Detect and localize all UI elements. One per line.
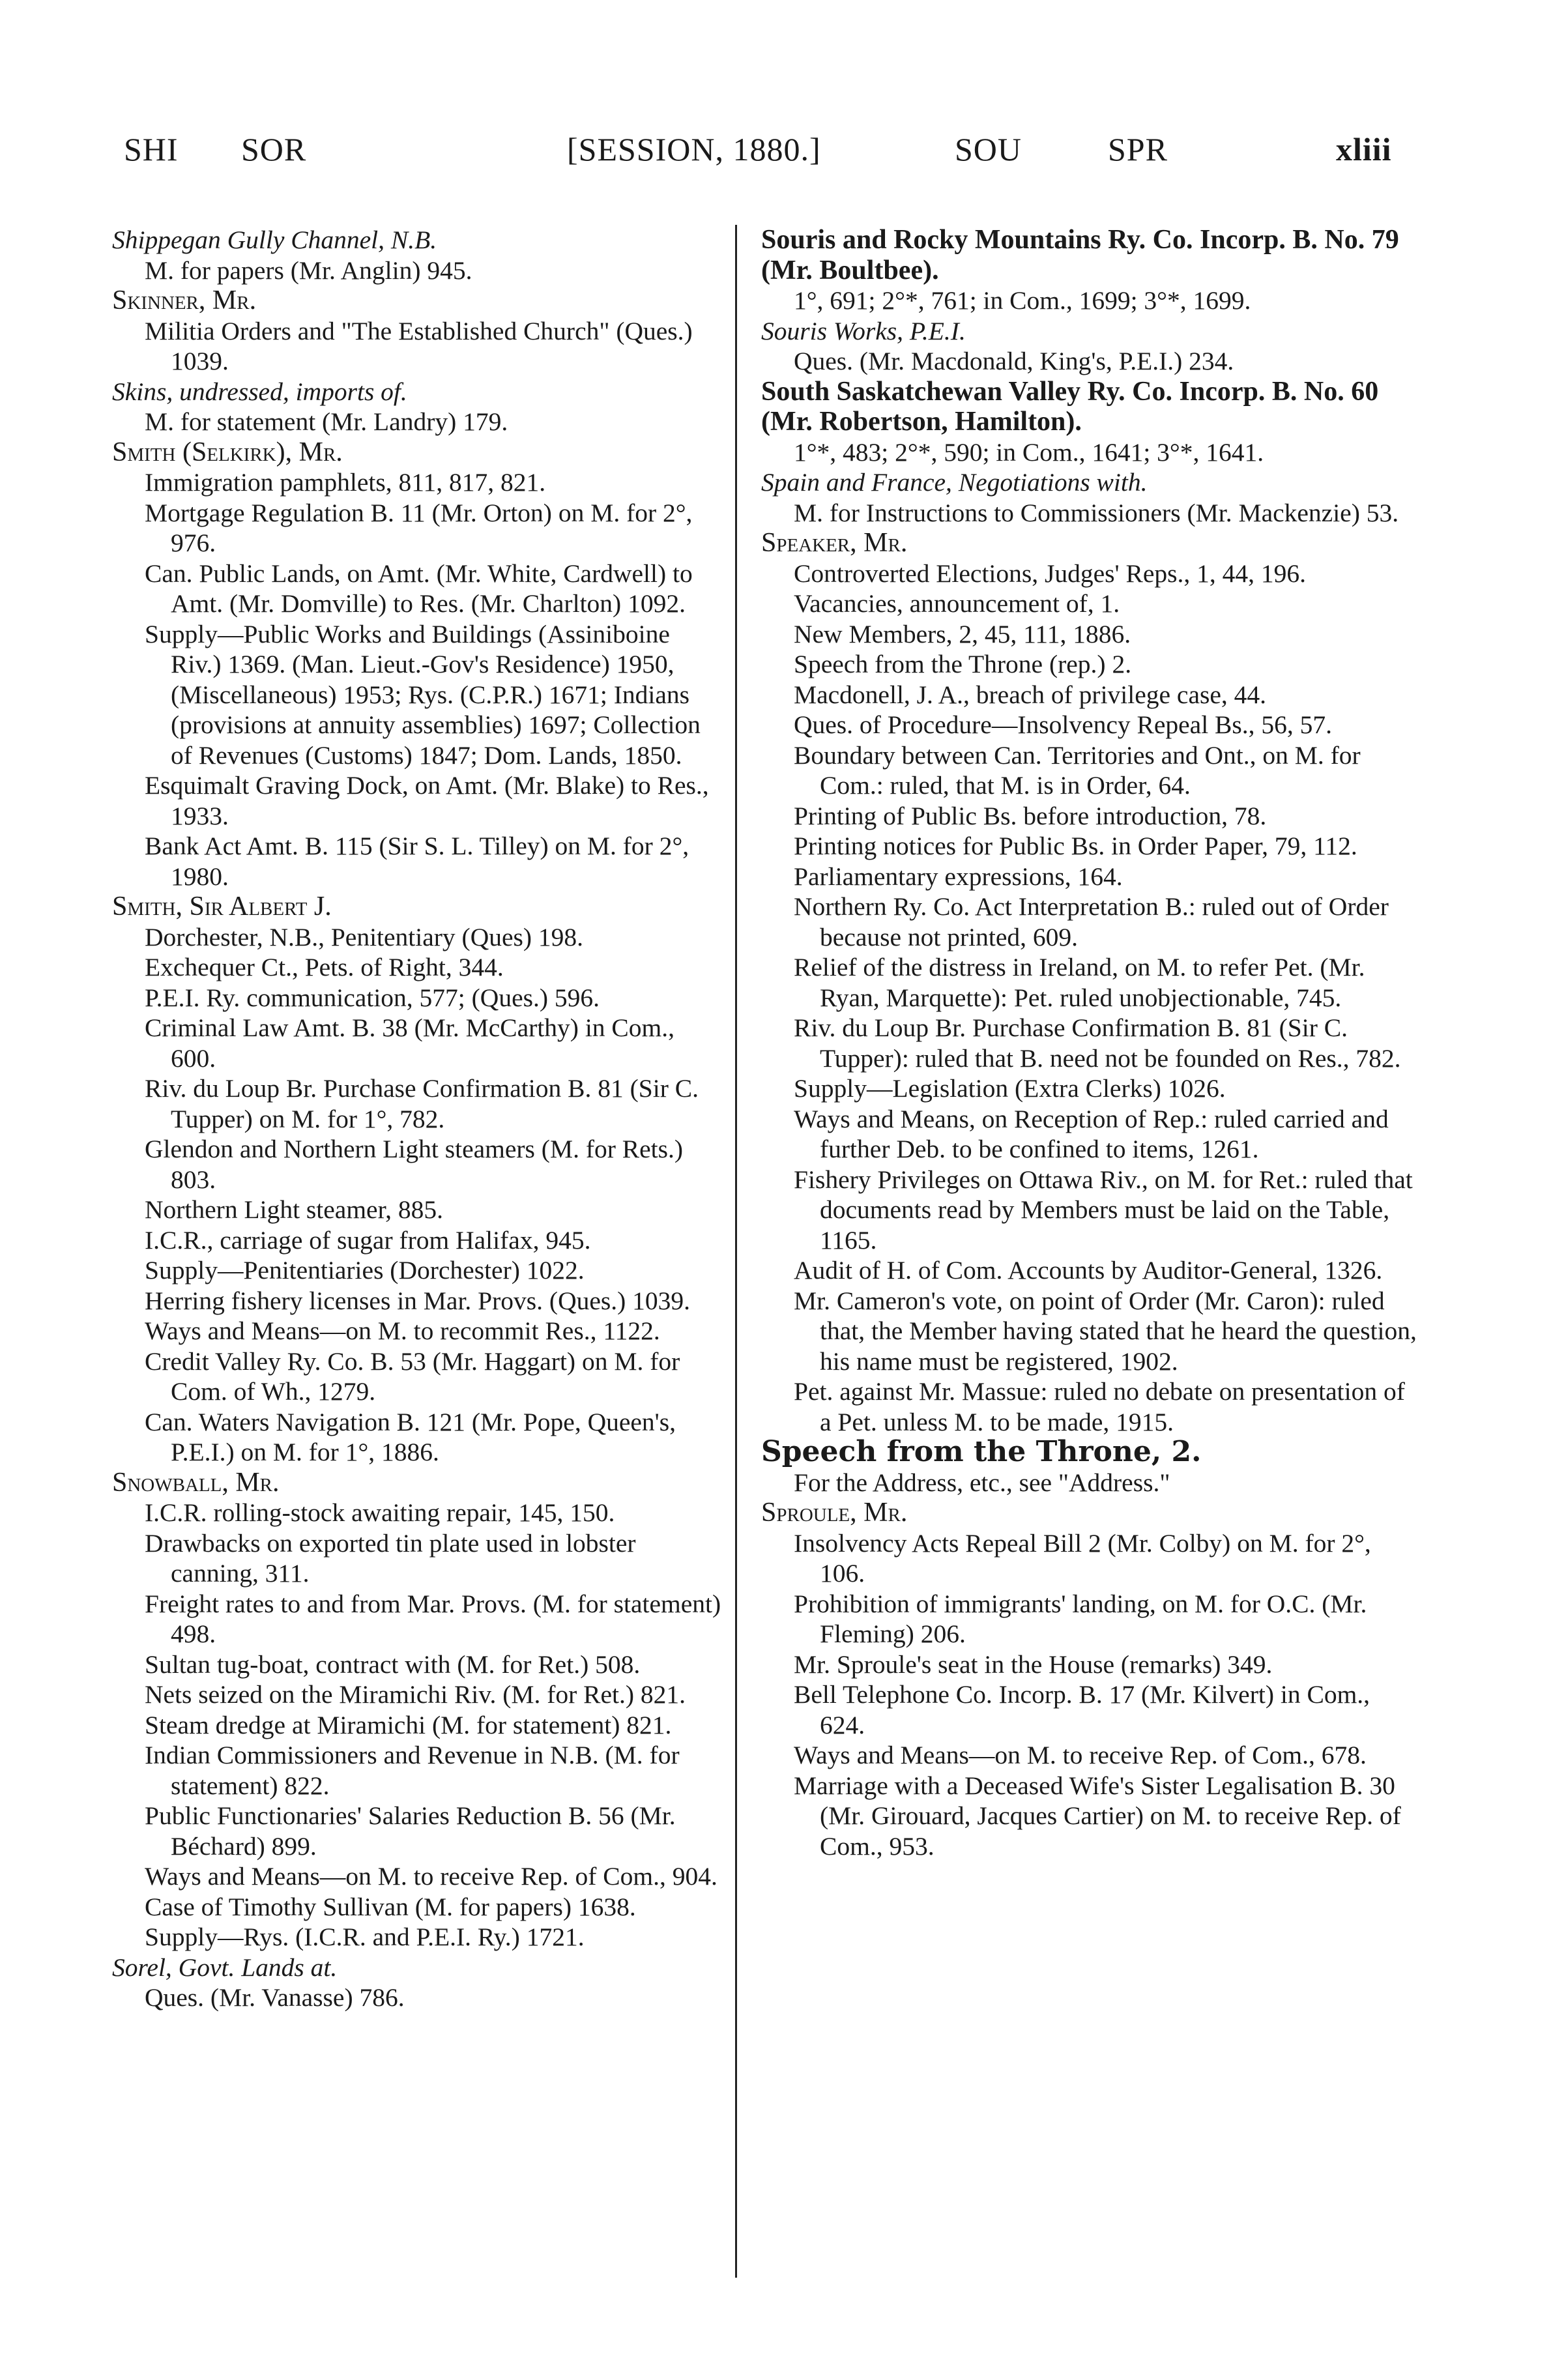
index-subentry: Can. Waters Navigation B. 121 (Mr. Pope, Queen's, P.E.I.) on M. for 1°, 1886. [145,1407,676,1466]
index-subentry: Esquimalt Graving Dock, on Amt. (Mr. Blake) to Res., 1933. [145,771,709,830]
index-subentry: Supply—Legislation (Extra Clerks) 1026. [794,1074,1226,1103]
index-subentry: Steam dredge at Miramichi (M. for statement) 821. [145,1710,672,1739]
index-subentry: Bell Telephone Co. Incorp. B. 17 (Mr. Kilvert) in Com., 624. [794,1680,1370,1739]
head-left-first: SHI [124,131,179,167]
index-subentry: Ques. (Mr. Vanasse) 786. [145,1983,405,2012]
index-heading: Smith (Selkirk), Mr. [112,437,343,467]
index-subentry: Bank Act Amt. B. 115 (Sir S. L. Tilley) on M. for 2°, 1980. [145,832,689,891]
index-subentry: Boundary between Can. Territories and Ont., on M. for Com.: ruled, that M. is in Order, 64. [794,740,1361,800]
index-subentry: M. for papers (Mr. Anglin) 945. [145,255,472,285]
index-subentry: Criminal Law Amt. B. 38 (Mr. McCarthy) in Com., 600. [145,1013,674,1073]
index-heading: Snowball, Mr. [112,1467,280,1498]
index-subentry: Parliamentary expressions, 164. [794,862,1123,891]
index-subentry: Mr. Cameron's vote, on point of Order (Mr. Caron): ruled that, the Member having stated that he heard the question, his name must be registered, 1902. [794,1286,1417,1376]
index-subentry: I.C.R., carriage of sugar from Halifax, 945. [145,1225,591,1255]
head-session: [SESSION, 1880.] [567,131,821,167]
index-subentry: Riv. du Loup Br. Purchase Confirmation B. 81 (Sir C. Tupper) on M. for 1°, 782. [145,1074,699,1133]
index-subentry: Ques. of Procedure—Insolvency Repeal Bs., 56, 57. [794,710,1333,739]
index-subentry: Mortgage Regulation B. 11 (Mr. Orton) on M. for 2°, 976. [145,498,693,557]
index-subentry: Dorchester, N.B., Penitentiary (Ques) 198. [145,922,584,951]
index-subentry: M. for statement (Mr. Landry) 179. [145,407,508,436]
index-subentry: Immigration pamphlets, 811, 817, 821. [145,468,546,497]
index-subentry: Sultan tug-boat, contract with (M. for Ret.) 508. [145,1649,641,1679]
index-heading: Spain and France, Negotiations with. [761,468,1148,497]
index-subentry: Riv. du Loup Br. Purchase Confirmation B. 81 (Sir C. Tupper): ruled that B. need not be founded on Res., 782. [794,1013,1401,1073]
index-heading: Sproule, Mr. [761,1498,908,1528]
index-subentry: Nets seized on the Miramichi Riv. (M. for Ret.) 821. [145,1680,686,1709]
index-subentry: Macdonell, J. A., breach of privilege case, 44. [794,680,1267,709]
index-subentry: M. for Instructions to Commissioners (Mr. Mackenzie) 53. [794,498,1399,527]
index-subentry: Pet. against Mr. Massue: ruled no debate on presentation of a Pet. unless M. to be made, 1915. [794,1377,1405,1436]
index-subentry: New Members, 2, 45, 111, 1886. [794,619,1131,648]
index-subentry: Indian Commissioners and Revenue in N.B. (M. for statement) 822. [145,1741,680,1800]
index-subentry: Printing of Public Bs. before introduction, 78. [794,801,1267,830]
index-subentry: 1°, 691; 2°*, 761; in Com., 1699; 3°*, 1699. [794,286,1251,315]
index-subentry: Northern Light steamer, 885. [145,1195,444,1224]
index-subentry: Herring fishery licenses in Mar. Provs. (Ques.) 1039. [145,1286,691,1315]
page-number: xliii [1336,131,1392,167]
index-subentry: Vacancies, announcement of, 1. [794,589,1120,618]
running-head [124,130,1453,189]
column-divider [735,225,737,2278]
index-subentry: Can. Public Lands, on Amt. (Mr. White, Cardwell) to Amt. (Mr. Domville) to Res. (Mr. Charlton) 1092. [145,559,693,618]
index-subentry: Marriage with a Deceased Wife's Sister Legalisation B. 30 (Mr. Girouard, Jacques Cartier) on M. to receive Rep. of Com., 953. [794,1771,1401,1861]
index-subentry: Supply—Penitentiaries (Dorchester) 1022. [145,1256,585,1284]
index-subentry: I.C.R. rolling-stock awaiting repair, 145, 150. [145,1498,615,1527]
index-subentry: Prohibition of immigrants' landing, on M. for O.C. (Mr. Fleming) 206. [794,1589,1367,1648]
index-heading: Souris and Rocky Mountains Ry. Co. Incorp. B. No. 79 (Mr. Boultbee). [761,225,1399,285]
index-subentry: Supply—Public Works and Buildings (Assiniboine Riv.) 1369. (Man. Lieut.-Gov's Residence) 1950, (Miscellaneous) 1953; Rys. (C.P.R.) 1671; Indians (provisions at annuity assemblies) 1697; Collection of Revenues (Customs) 1847; Dom. Lands, 1850. [145,619,701,770]
index-subentry: Controverted Elections, Judges' Reps., 1, 44, 196. [794,559,1307,588]
index-subentry: Ways and Means, on Reception of Rep.: ruled carried and further Deb. to be confined to items, 1261. [794,1104,1389,1163]
right-index-column [761,225,1419,1861]
index-subentry: Ways and Means—on M. to receive Rep. of Com., 904. [145,1862,718,1891]
index-heading: Smith, Sir Albert J. [112,892,332,922]
index-heading: Speaker, Mr. [761,528,908,558]
index-subentry: Printing notices for Public Bs. in Order Paper, 79, 112. [794,832,1357,860]
index-subentry: Exchequer Ct., Pets. of Right, 344. [145,953,504,981]
index-subentry: P.E.I. Ry. communication, 577; (Ques.) 596. [145,983,600,1012]
left-index-column [112,225,721,2013]
index-subentry: 1°*, 483; 2°*, 590; in Com., 1641; 3°*, 1641. [794,437,1264,467]
index-subentry: Credit Valley Ry. Co. B. 53 (Mr. Haggart) on M. for Com. of Wh., 1279. [145,1346,680,1406]
index-subentry: Relief of the distress in Ireland, on M. to refer Pet. (Mr. Ryan, Marquette): Pet. ruled unobjectionable, 745. [794,953,1365,1012]
index-subentry: Case of Timothy Sullivan (M. for papers) 1638. [145,1892,636,1921]
index-heading: Sorel, Govt. Lands at. [112,1952,338,1982]
index-subentry: Insolvency Acts Repeal Bill 2 (Mr. Colby) on M. for 2°, 106. [794,1528,1371,1588]
index-subentry: Mr. Sproule's seat in the House (remarks) 349. [794,1649,1273,1679]
head-right-second: SPR [1108,131,1168,167]
index-subentry: Public Functionaries' Salaries Reduction B. 56 (Mr. Béchard) 899. [145,1801,676,1861]
head-right-first: SOU [955,131,1022,167]
index-subentry: Militia Orders and "The Established Church" (Ques.) 1039. [145,316,693,375]
index-subentry: Ways and Means—on M. to receive Rep. of Com., 678. [794,1741,1367,1769]
index-heading: Shippegan Gully Channel, N.B. [112,225,437,254]
index-subentry: Northern Ry. Co. Act Interpretation B.: ruled out of Order because not printed, 609. [794,892,1389,951]
index-subentry: Speech from the Throne (rep.) 2. [794,650,1132,678]
index-subentry: Freight rates to and from Mar. Provs. (M. for statement) 498. [145,1589,721,1648]
index-subentry: Drawbacks on exported tin plate used in lobster canning, 311. [145,1528,636,1588]
index-heading: Skins, undressed, imports of. [112,377,407,406]
index-heading: Skinner, Mr. [112,285,257,315]
index-heading: Speech from the Throne, 2. [761,1435,1202,1468]
index-subentry: For the Address, etc., see "Address." [794,1468,1170,1497]
index-subentry: Glendon and Northern Light steamers (M. for Rets.) 803. [145,1135,684,1194]
index-subentry: Ways and Means—on M. to recommit Res., 1122. [145,1316,660,1345]
index-subentry: Ques. (Mr. Macdonald, King's, P.E.I.) 234. [794,347,1234,375]
index-subentry: Audit of H. of Com. Accounts by Auditor-General, 1326. [794,1256,1383,1284]
index-subentry: Fishery Privileges on Ottawa Riv., on M. for Ret.: ruled that documents read by Members must be laid on the Table, 1165. [794,1165,1413,1255]
index-subentry: Supply—Rys. (I.C.R. and P.E.I. Ry.) 1721. [145,1923,585,1951]
head-left-second: SOR [241,131,307,167]
index-heading: South Saskatchewan Valley Ry. Co. Incorp. B. No. 60 (Mr. Robertson, Hamilton). [761,376,1379,437]
index-heading: Souris Works, P.E.I. [761,316,966,345]
